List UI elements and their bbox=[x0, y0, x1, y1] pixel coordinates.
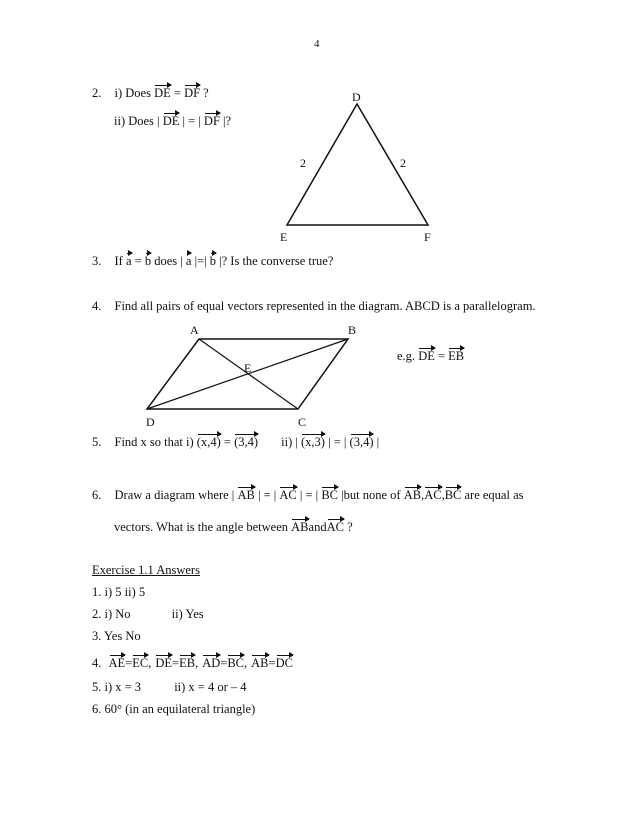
vector-3-4: (3,4) bbox=[234, 435, 259, 449]
vertex-label-a: A bbox=[190, 323, 199, 337]
triangle-diagram bbox=[0, 0, 638, 260]
vector-b: b bbox=[209, 254, 216, 268]
vector-a: a bbox=[125, 254, 132, 268]
question-text: |but none of bbox=[341, 488, 401, 502]
vector-ac: AC bbox=[424, 488, 442, 502]
triangle-def bbox=[287, 104, 428, 225]
vector-a: a bbox=[185, 254, 192, 268]
question-text: i) Does bbox=[114, 86, 151, 100]
question-6-line-2 bbox=[114, 520, 353, 535]
question-3 bbox=[92, 254, 333, 269]
vector-de: DE bbox=[418, 349, 435, 363]
vertex-label-d: D bbox=[146, 415, 155, 429]
vertex-label-f: F bbox=[424, 230, 431, 244]
answer-6: 6. 60° (in an equilateral triangle) bbox=[92, 702, 256, 716]
vector: EB bbox=[179, 656, 196, 670]
comma: , bbox=[148, 656, 152, 670]
comma: , bbox=[441, 488, 445, 502]
vector-bc: BC bbox=[444, 488, 462, 502]
question-text: |? Is the converse true? bbox=[219, 254, 334, 268]
question-mark: ? bbox=[347, 520, 353, 534]
answer-4-pairs bbox=[105, 656, 293, 670]
question-text: | = | bbox=[299, 488, 319, 502]
vector: AB bbox=[251, 656, 269, 670]
answer-4 bbox=[92, 656, 293, 671]
answer-5-part-ii: ii) x = 4 or – 4 bbox=[174, 680, 247, 694]
comma: , bbox=[244, 656, 248, 670]
vector-de: DE bbox=[154, 86, 171, 100]
answer-3: 3. Yes No bbox=[92, 629, 141, 643]
equal-vector-pair bbox=[109, 656, 152, 670]
answer-1: 1. i) 5 ii) 5 bbox=[92, 585, 146, 599]
vector-eb: EB bbox=[448, 349, 465, 363]
question-text: |? bbox=[223, 114, 232, 128]
question-number: 2. bbox=[92, 86, 102, 100]
equals-sign: = bbox=[220, 656, 228, 670]
page-number: 4 bbox=[314, 38, 320, 50]
question-text: Find all pairs of equal vectors represented in the diagram. ABCD is a parallelogram. bbox=[114, 299, 536, 313]
question-mark: ? bbox=[203, 86, 209, 100]
question-text: Find x so that i) bbox=[114, 435, 194, 449]
vector-ab: AB bbox=[237, 488, 255, 502]
question-text: Draw a diagram where | bbox=[114, 488, 235, 502]
answer-5 bbox=[92, 680, 247, 695]
vector: EC bbox=[132, 656, 149, 670]
question-number: 4. bbox=[92, 299, 102, 313]
equals-sign: = bbox=[134, 254, 142, 268]
vector-df: DF bbox=[203, 114, 220, 128]
vector: BC bbox=[227, 656, 244, 670]
vertex-label-c: C bbox=[298, 415, 307, 429]
vector-ac: AC bbox=[326, 520, 344, 534]
equals-sign: = bbox=[223, 435, 231, 449]
equals-sign: = bbox=[172, 656, 180, 670]
parallelogram-diagram bbox=[0, 315, 638, 435]
vector-3-4: (3,4) bbox=[349, 435, 374, 449]
question-number: 5. bbox=[92, 435, 102, 449]
equal-vector-pair bbox=[251, 656, 293, 670]
question-number: 6. bbox=[92, 488, 102, 502]
question-text: ii) Does | bbox=[114, 114, 160, 128]
answer-2-part-ii: ii) Yes bbox=[171, 607, 204, 621]
comma: , bbox=[421, 488, 425, 502]
answer-2 bbox=[92, 607, 204, 622]
question-text: | = | bbox=[328, 435, 347, 449]
question-text: | = | bbox=[182, 114, 201, 128]
vector-ab: AB bbox=[403, 488, 422, 502]
vector-df: DF bbox=[184, 86, 201, 100]
question-text: | bbox=[376, 435, 380, 449]
vector-x-4: (x,4) bbox=[196, 435, 221, 449]
question-text: | = | bbox=[257, 488, 277, 502]
vector-bc: BC bbox=[321, 488, 338, 502]
vector: AD bbox=[202, 656, 221, 670]
vector-ab: AB bbox=[291, 520, 309, 534]
question-4 bbox=[92, 299, 536, 314]
equals-sign: = bbox=[268, 656, 276, 670]
example-prefix: e.g. bbox=[397, 349, 416, 363]
question-5 bbox=[92, 435, 379, 450]
answer-2-part-i: 2. i) No bbox=[92, 607, 131, 621]
equal-vector-pair bbox=[202, 656, 247, 670]
answers-heading: Exercise 1.1 Answers bbox=[92, 563, 200, 577]
question-text: If bbox=[114, 254, 123, 268]
vector: DC bbox=[275, 656, 293, 670]
vertex-label-e: E bbox=[280, 230, 288, 244]
question-text: are equal as bbox=[464, 488, 524, 502]
intersection-label-e: E bbox=[244, 361, 252, 375]
answer-number: 4. bbox=[92, 656, 102, 670]
side-length-left: 2 bbox=[300, 156, 306, 170]
question-text: and bbox=[308, 520, 327, 534]
vertex-label-b: B bbox=[348, 323, 357, 337]
vector-x-3: (x,3) bbox=[301, 435, 325, 449]
side-length-right: 2 bbox=[400, 156, 406, 170]
answer-5-part-i: 5. i) x = 3 bbox=[92, 680, 142, 694]
question-text: |=| bbox=[194, 254, 207, 268]
vector-b: b bbox=[144, 254, 152, 268]
question-text: vectors. What is the angle between bbox=[114, 520, 289, 534]
question-text: does | bbox=[154, 254, 183, 268]
equals-sign: = bbox=[125, 656, 133, 670]
question-number: 3. bbox=[92, 254, 102, 268]
equal-vector-pair bbox=[155, 656, 198, 670]
equals-sign: = bbox=[173, 86, 181, 100]
example-equal-vectors bbox=[397, 349, 464, 364]
question-6-line-1 bbox=[92, 488, 524, 503]
vertex-label-d: D bbox=[352, 90, 361, 104]
vector: DE bbox=[155, 656, 173, 670]
vector: AE bbox=[108, 656, 126, 670]
comma: , bbox=[195, 656, 199, 670]
vector-ac: AC bbox=[279, 488, 297, 502]
equals-sign: = bbox=[437, 349, 446, 363]
question-text: ii) | bbox=[281, 435, 298, 449]
vector-de: DE bbox=[162, 114, 180, 128]
